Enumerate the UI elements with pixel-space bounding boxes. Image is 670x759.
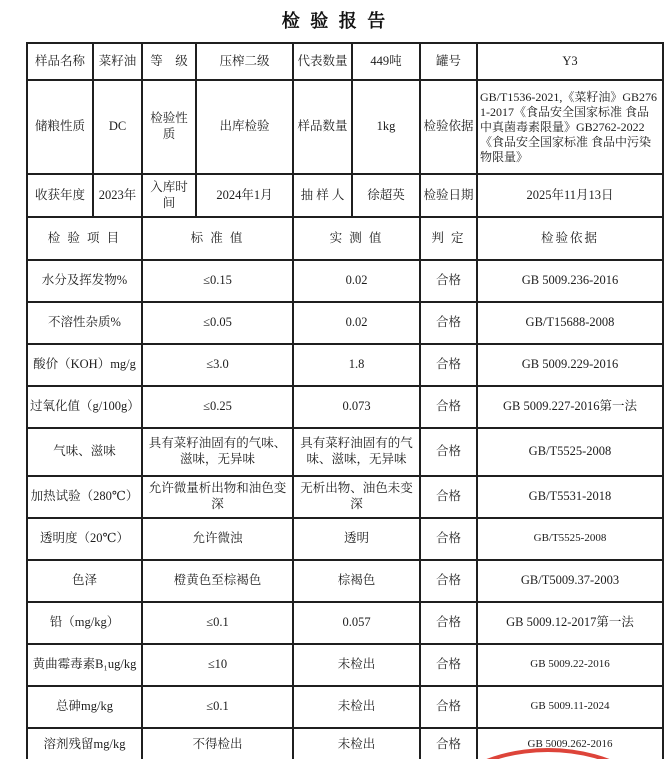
info-label-cell: 代表数量 <box>293 43 352 80</box>
info-row-sample <box>27 43 663 80</box>
result-item-cell: 总砷mg/kg <box>27 686 142 728</box>
result-judgement-cell: 合格 <box>420 344 477 386</box>
result-item-cell: 铅（mg/kg） <box>27 602 142 644</box>
info-value-cell: 徐超英 <box>352 174 420 217</box>
info-label-cell: 储粮性质 <box>27 80 93 174</box>
info-label-cell: 收获年度 <box>27 174 93 217</box>
result-item-cell: 水分及挥发物% <box>27 260 142 302</box>
result-measured-cell: 具有菜籽油固有的气味、滋味，无异味 <box>293 428 420 476</box>
result-measured-cell: 1.8 <box>293 344 420 386</box>
result-row <box>27 686 663 728</box>
result-measured-cell: 0.073 <box>293 386 420 428</box>
result-item-cell: 气味、滋味 <box>27 428 142 476</box>
result-standard-cell: ≤3.0 <box>142 344 293 386</box>
result-standard-cell: ≤0.25 <box>142 386 293 428</box>
result-judgement-cell: 合格 <box>420 518 477 560</box>
info-label-cell: 检验日期 <box>420 174 477 217</box>
info-label-cell: 罐号 <box>420 43 477 80</box>
result-judgement-cell: 合格 <box>420 428 477 476</box>
result-basis-cell: GB/T5009.37-2003 <box>477 560 663 602</box>
result-item-cell: 酸价（KOH）mg/g <box>27 344 142 386</box>
info-value-cell: 1kg <box>352 80 420 174</box>
result-item-cell: 透明度（20℃） <box>27 518 142 560</box>
result-judgement-cell: 合格 <box>420 644 477 686</box>
info-label-cell: 样品名称 <box>27 43 93 80</box>
result-judgement-cell: 合格 <box>420 602 477 644</box>
info-label-cell: 检验性质 <box>142 80 196 174</box>
result-row <box>27 302 663 344</box>
result-standard-cell: 允许微量析出物和油色变深 <box>142 476 293 518</box>
inspection-basis-cell: GB/T1536-2021,《菜籽油》GB2761-2017《食品安全国家标准 食品中真菌毒素限量》GB2762-2022《食品安全国家标准 食品中污染物限量》 <box>477 80 663 174</box>
result-row <box>27 560 663 602</box>
result-item-cell: 黄曲霉毒素B₁ug/kg <box>27 644 142 686</box>
column-header-measured: 实 测 值 <box>293 217 420 260</box>
column-header-item: 检 验 项 目 <box>27 217 142 260</box>
result-judgement-cell: 合格 <box>420 386 477 428</box>
info-label-cell: 检验依据 <box>420 80 477 174</box>
info-value-cell: DC <box>93 80 142 174</box>
result-standard-cell: ≤0.1 <box>142 602 293 644</box>
result-measured-cell: 棕褐色 <box>293 560 420 602</box>
result-standard-cell: ≤0.05 <box>142 302 293 344</box>
info-value-cell: 出库检验 <box>196 80 293 174</box>
result-row <box>27 428 663 476</box>
result-basis-cell: GB/T5525-2008 <box>477 518 663 560</box>
result-standard-cell: 不得检出 <box>142 728 293 759</box>
result-item-cell: 过氧化值（g/100g） <box>27 386 142 428</box>
info-value-cell: 449吨 <box>352 43 420 80</box>
result-judgement-cell: 合格 <box>420 260 477 302</box>
result-basis-cell: GB/T5531-2018 <box>477 476 663 518</box>
info-value-cell: 2024年1月 <box>196 174 293 217</box>
info-value-cell: 菜籽油 <box>93 43 142 80</box>
info-value-cell: 压榨二级 <box>196 43 293 80</box>
result-judgement-cell: 合格 <box>420 728 477 759</box>
result-basis-cell: GB 5009.229-2016 <box>477 344 663 386</box>
info-label-cell: 样品数量 <box>293 80 352 174</box>
info-value-cell: 2025年11月13日 <box>477 174 663 217</box>
result-basis-cell: GB/T5525-2008 <box>477 428 663 476</box>
result-standard-cell: 橙黄色至棕褐色 <box>142 560 293 602</box>
result-row <box>27 344 663 386</box>
result-item-cell: 不溶性杂质% <box>27 302 142 344</box>
info-label-cell: 抽 样 人 <box>293 174 352 217</box>
result-judgement-cell: 合格 <box>420 302 477 344</box>
result-basis-cell: GB 5009.262-2016 <box>477 728 663 759</box>
result-standard-cell: 允许微浊 <box>142 518 293 560</box>
result-judgement-cell: 合格 <box>420 560 477 602</box>
result-row <box>27 518 663 560</box>
result-measured-cell: 未检出 <box>293 728 420 759</box>
result-standard-cell: 具有菜籽油固有的气味、滋味，无异味 <box>142 428 293 476</box>
result-row <box>27 386 663 428</box>
info-label-cell: 等 级 <box>142 43 196 80</box>
info-value-cell: 2023年 <box>93 174 142 217</box>
result-measured-cell: 未检出 <box>293 644 420 686</box>
column-header-judgement: 判 定 <box>420 217 477 260</box>
column-header-standard: 标 准 值 <box>142 217 293 260</box>
result-standard-cell: ≤0.15 <box>142 260 293 302</box>
result-measured-cell: 未检出 <box>293 686 420 728</box>
result-basis-cell: GB/T15688-2008 <box>477 302 663 344</box>
info-row-dates <box>27 174 663 217</box>
result-item-cell: 色泽 <box>27 560 142 602</box>
result-judgement-cell: 合格 <box>420 686 477 728</box>
result-measured-cell: 0.02 <box>293 260 420 302</box>
result-basis-cell: GB 5009.22-2016 <box>477 644 663 686</box>
result-item-cell: 加热试验（280℃） <box>27 476 142 518</box>
result-row <box>27 602 663 644</box>
result-row <box>27 260 663 302</box>
report-table <box>26 42 664 759</box>
result-judgement-cell: 合格 <box>420 476 477 518</box>
result-basis-cell: GB 5009.227-2016第一法 <box>477 386 663 428</box>
info-label-cell: 入库时间 <box>142 174 196 217</box>
result-measured-cell: 0.02 <box>293 302 420 344</box>
result-standard-cell: ≤10 <box>142 644 293 686</box>
result-standard-cell: ≤0.1 <box>142 686 293 728</box>
result-basis-cell: GB 5009.236-2016 <box>477 260 663 302</box>
info-value-cell: Y3 <box>477 43 663 80</box>
result-basis-cell: GB 5009.12-2017第一法 <box>477 602 663 644</box>
result-measured-cell: 无析出物、油色未变深 <box>293 476 420 518</box>
result-item-cell: 溶剂残留mg/kg <box>27 728 142 759</box>
info-row-storage <box>27 80 663 174</box>
page-title: 检 验 报 告 <box>281 11 389 31</box>
results-header-row <box>27 217 663 260</box>
result-measured-cell: 0.057 <box>293 602 420 644</box>
result-measured-cell: 透明 <box>293 518 420 560</box>
result-row <box>27 644 663 686</box>
result-basis-cell: GB 5009.11-2024 <box>477 686 663 728</box>
result-row <box>27 476 663 518</box>
column-header-basis: 检验依据 <box>477 217 663 260</box>
